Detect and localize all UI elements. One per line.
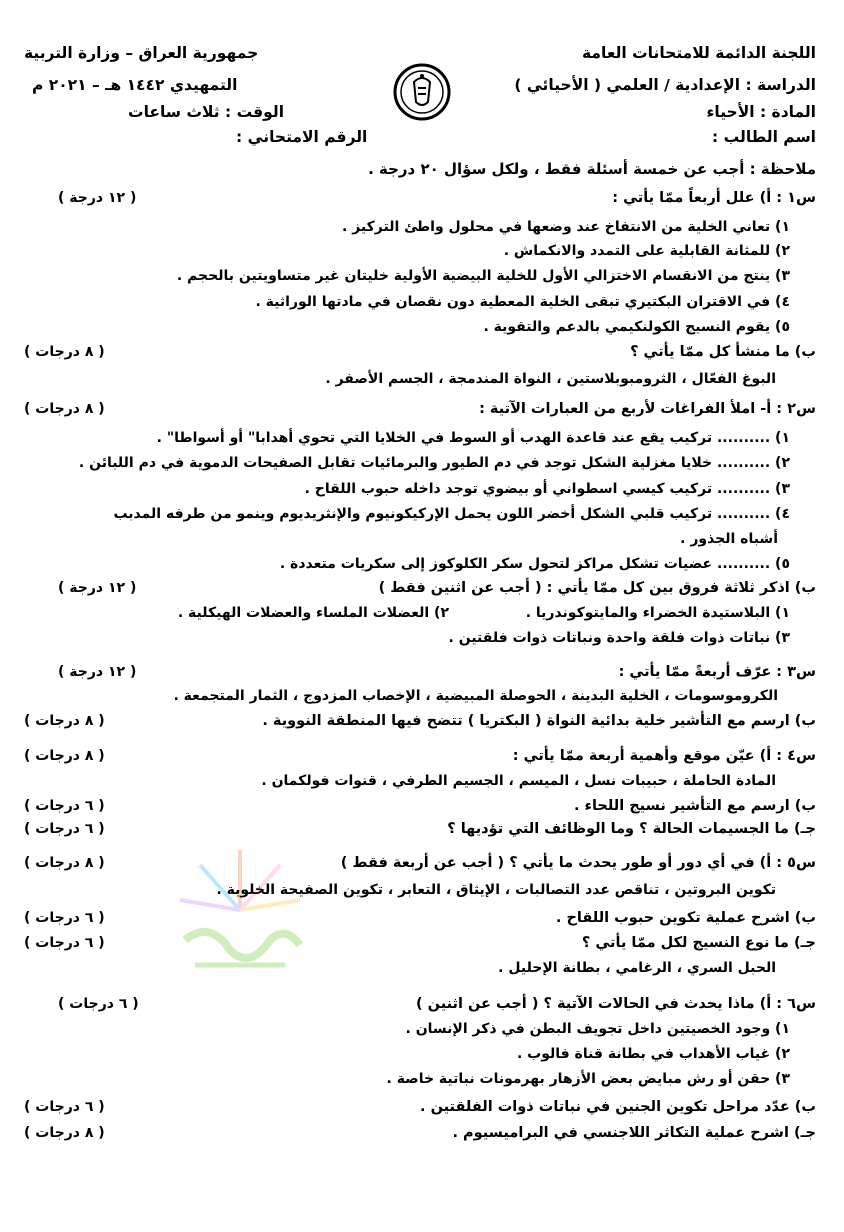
q2-a-title: س٢ : أ- املأ الفراغات لأربع من العبارات الآتية : — [479, 401, 816, 417]
q4-a-grade: ( ٨ درجات ) — [24, 748, 105, 764]
q5-a-title: س٥ : أ) في أي دور أو طور يحدث ما يأتي ؟ ( أجب عن أربعة فقط ) — [340, 855, 816, 871]
exam-year: التمهيدي ١٤٤٢ هـ – ٢٠٢١ م — [32, 76, 238, 94]
q3-b-title: ب) ارسم مع التأشير خلية بدائية النواة ( البكتريا ) تتضح فيها المنطقة النووية . — [262, 713, 816, 729]
q5-b-grade: ( ٦ درجات ) — [24, 910, 105, 926]
q5-b-title: ب) اشرح عملية تكوين حبوب اللقاح . — [555, 910, 816, 926]
q4-a-items: المادة الحاملة ، حبيبات نسل ، الميسم ، الجسيم الطرفي ، قنوات فولكمان . — [261, 773, 776, 789]
q3-a-grade: ( ١٢ درجة ) — [58, 664, 137, 680]
exam-note: ملاحظة : أجب عن خمسة أسئلة فقط ، ولكل سؤال ٢٠ درجة . — [368, 160, 816, 178]
exam-time: الوقت : ثلاث ساعات — [128, 103, 285, 121]
ministry-title: جمهورية العراق – وزارة التربية — [24, 44, 259, 62]
q6-a-grade: ( ٦ درجات ) — [58, 996, 139, 1012]
q2-b-grade: ( ١٢ درجة ) — [58, 580, 137, 596]
q2-b-item-1: ١) البلاستيدة الخضراء والمايتوكوندريا . — [525, 605, 790, 621]
q2-b-item-2: ٢) العضلات الملساء والعضلات الهيكلية . — [177, 605, 449, 621]
q4-c-grade: ( ٦ درجات ) — [24, 821, 105, 837]
q2-a-item-4-cont: أشباه الجذور . — [680, 531, 778, 547]
exam-number-label: الرقم الامتحاني : — [236, 128, 368, 146]
q1-a-item-2: ٢) للمثانة القابلية على التمدد والانكماش . — [503, 243, 790, 259]
q3-a-items: الكروموسومات ، الخلية البدينة ، الحوصلة المبيضية ، الإخصاب المزدوج ، الثمار المتجمعة . — [173, 688, 778, 704]
q2-a-item-1: ١) .......... تركيب يقع عند قاعدة الهدب أو السوط في الخلايا التي تحوي أهدابا" أو أسواطا" . — [156, 430, 790, 446]
q2-b-item-3: ٣) نباتات ذوات فلقة واحدة ونباتات ذوات فلقتين . — [448, 630, 790, 646]
q5-c-grade: ( ٦ درجات ) — [24, 935, 105, 951]
q6-a-title: س٦ : أ) ماذا يحدث في الحالات الآتية ؟ ( أجب عن اثنين ) — [415, 996, 816, 1012]
q1-a-item-1: ١) تعاني الخلية من الانتفاخ عند وضعها في محلول واطئ التركيز . — [342, 219, 790, 235]
q4-b-grade: ( ٦ درجات ) — [24, 798, 105, 814]
study-branch: الدراسة : الإعدادية / العلمي ( الأحيائي ) — [514, 76, 816, 94]
q1-b-grade: ( ٨ درجات ) — [24, 344, 105, 360]
q5-c-items: الحبل السري ، الرغامي ، بطانة الإحليل . — [498, 960, 776, 976]
q1-a-item-3: ٣) ينتج من الانقسام الاختزالي الأول للخلية البيضية الأولية خليتان غير متساويتين بالحجم . — [176, 268, 790, 284]
q2-b-title: ب) اذكر ثلاثة فروق بين كل ممّا يأتي : ( أجب عن اثنين فقط ) — [378, 580, 816, 596]
q6-b-title: ب) عدّد مراحل تكوين الجنين في نباتات ذوات الفلقتين . — [420, 1099, 816, 1115]
q4-c-title: جـ) ما الجسيمات الحالة ؟ وما الوظائف التي تؤديها ؟ — [447, 821, 816, 837]
q5-a-items: تكوين البروتين ، تناقص عدد التصالبات ، الإيثاق ، التعابر ، تكوين الصفيحة الخلوية . — [216, 882, 776, 898]
q1-a-grade: ( ١٢ درجة ) — [58, 190, 137, 206]
subject: المادة : الأحياء — [706, 103, 816, 121]
q2-a-item-4: ٤) .......... تركيب قلبي الشكل أخضر اللون يحمل الإركيكونيوم والإنثريديوم وينمو من طرفه المدبب — [113, 506, 790, 522]
q2-a-item-5: ٥) .......... عضيات تشكل مراكز لتحول سكر الكلوكوز إلى سكريات متعددة . — [279, 556, 790, 572]
q5-a-grade: ( ٨ درجات ) — [24, 855, 105, 871]
q4-b-title: ب) ارسم مع التأشير نسيج اللحاء . — [573, 798, 816, 814]
q3-b-grade: ( ٨ درجات ) — [24, 713, 105, 729]
q6-a-item-3: ٣) حقن أو رش مبايض بعض الأزهار بهرمونات نباتية خاصة . — [386, 1071, 790, 1087]
student-name-label: اسم الطالب : — [712, 128, 816, 146]
q2-a-grade: ( ٨ درجات ) — [24, 401, 105, 417]
q6-b-grade: ( ٦ درجات ) — [24, 1099, 105, 1115]
q3-a-title: س٣ : عرّف أربعةً ممّا يأتي : — [618, 664, 816, 680]
q2-a-item-3: ٣) .......... تركيب كيسي اسطواني أو بيضوي توجد داخله حبوب اللقاح . — [304, 481, 790, 497]
q6-c-title: جـ) اشرح عملية التكاثر اللاجنسي في البراميسيوم . — [452, 1125, 816, 1141]
committee-title: اللجنة الدائمة للامتحانات العامة — [582, 44, 816, 62]
q1-b-title: ب) ما منشأ كل ممّا يأتي ؟ — [630, 344, 816, 360]
q6-a-item-1: ١) وجود الخصيتين داخل تجويف البطن في ذكر الإنسان . — [405, 1021, 790, 1037]
q4-a-title: س٤ : أ) عيّن موقع وأهمية أربعة ممّا يأتي : — [512, 748, 816, 764]
watermark-logo-icon — [170, 840, 310, 980]
q1-a-title: س١ : أ) علل أربعاً ممّا يأتي : — [612, 190, 816, 206]
q5-c-title: جـ) ما نوع النسيج لكل ممّا يأتي ؟ — [581, 935, 816, 951]
q6-a-item-2: ٢) غياب الأهداب في بطانة قناة فالوب . — [516, 1046, 790, 1062]
q1-a-item-4: ٤) في الاقتران البكتيري تبقى الخلية المعطية دون نقصان في مادتها الوراثية . — [255, 294, 790, 310]
ministry-seal-icon — [392, 62, 452, 122]
q1-b-items: البوغ الفعّال ، الثرومبوبلاستين ، النواة المندمجة ، الجسم الأصفر . — [325, 371, 776, 387]
q1-a-item-5: ٥) يقوم النسيج الكولنكيمي بالدعم والتقوية . — [483, 319, 790, 335]
q6-c-grade: ( ٨ درجات ) — [24, 1125, 105, 1141]
q2-a-item-2: ٢) .......... خلايا مغزلية الشكل توجد في دم الطيور والبرمائيات تقابل الصفيحات الدموية في دم اللبائن . — [78, 455, 790, 471]
